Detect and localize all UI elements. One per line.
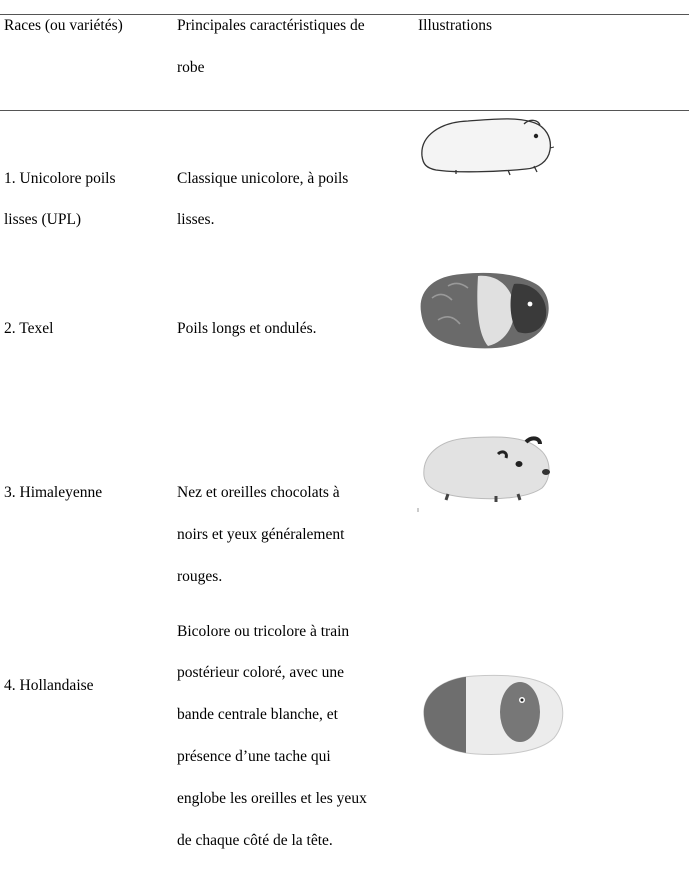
race-description: Poils longs et ondulés. [177,320,317,337]
header-bottom-rule [0,110,689,111]
race-name: 1. Unicolore poils [4,170,116,187]
race-description: Classique unicolore, à poils [177,170,349,187]
race-name: 4. Hollandaise [4,677,94,694]
guinea-pig-dutch-image [420,672,566,758]
race-description-cont: présence d’une tache qui [177,748,331,765]
race-description-cont: postérieur coloré, avec une [177,664,344,681]
race-name: 3. Himaleyenne [4,484,103,501]
race-description: Bicolore ou tricolore à train [177,623,350,640]
race-description-cont: noirs et yeux généralement [177,526,345,543]
header-illustrations: Illustrations [418,17,493,34]
header-characteristics: Principales caractéristiques de [177,17,365,34]
race-description: Nez et oreilles chocolats à [177,484,340,501]
header-characteristics-cont: robe [177,59,205,76]
race-description-cont: rouges. [177,568,223,585]
race-name-cont: lisses (UPL) [4,211,82,228]
race-description-cont: englobe les oreilles et les yeux [177,790,367,807]
guinea-pig-himalayan-image [414,428,556,514]
race-name: 2. Texel [4,320,54,337]
guinea-pig-outline-image [416,114,554,180]
race-description-cont: de chaque côté de la tête. [177,832,333,849]
race-description-cont: bande centrale blanche, et [177,706,338,723]
header-races: Races (ou variétés) [4,17,123,34]
race-description-cont: lisses. [177,211,215,228]
guinea-pig-long-hair-image [418,268,554,354]
